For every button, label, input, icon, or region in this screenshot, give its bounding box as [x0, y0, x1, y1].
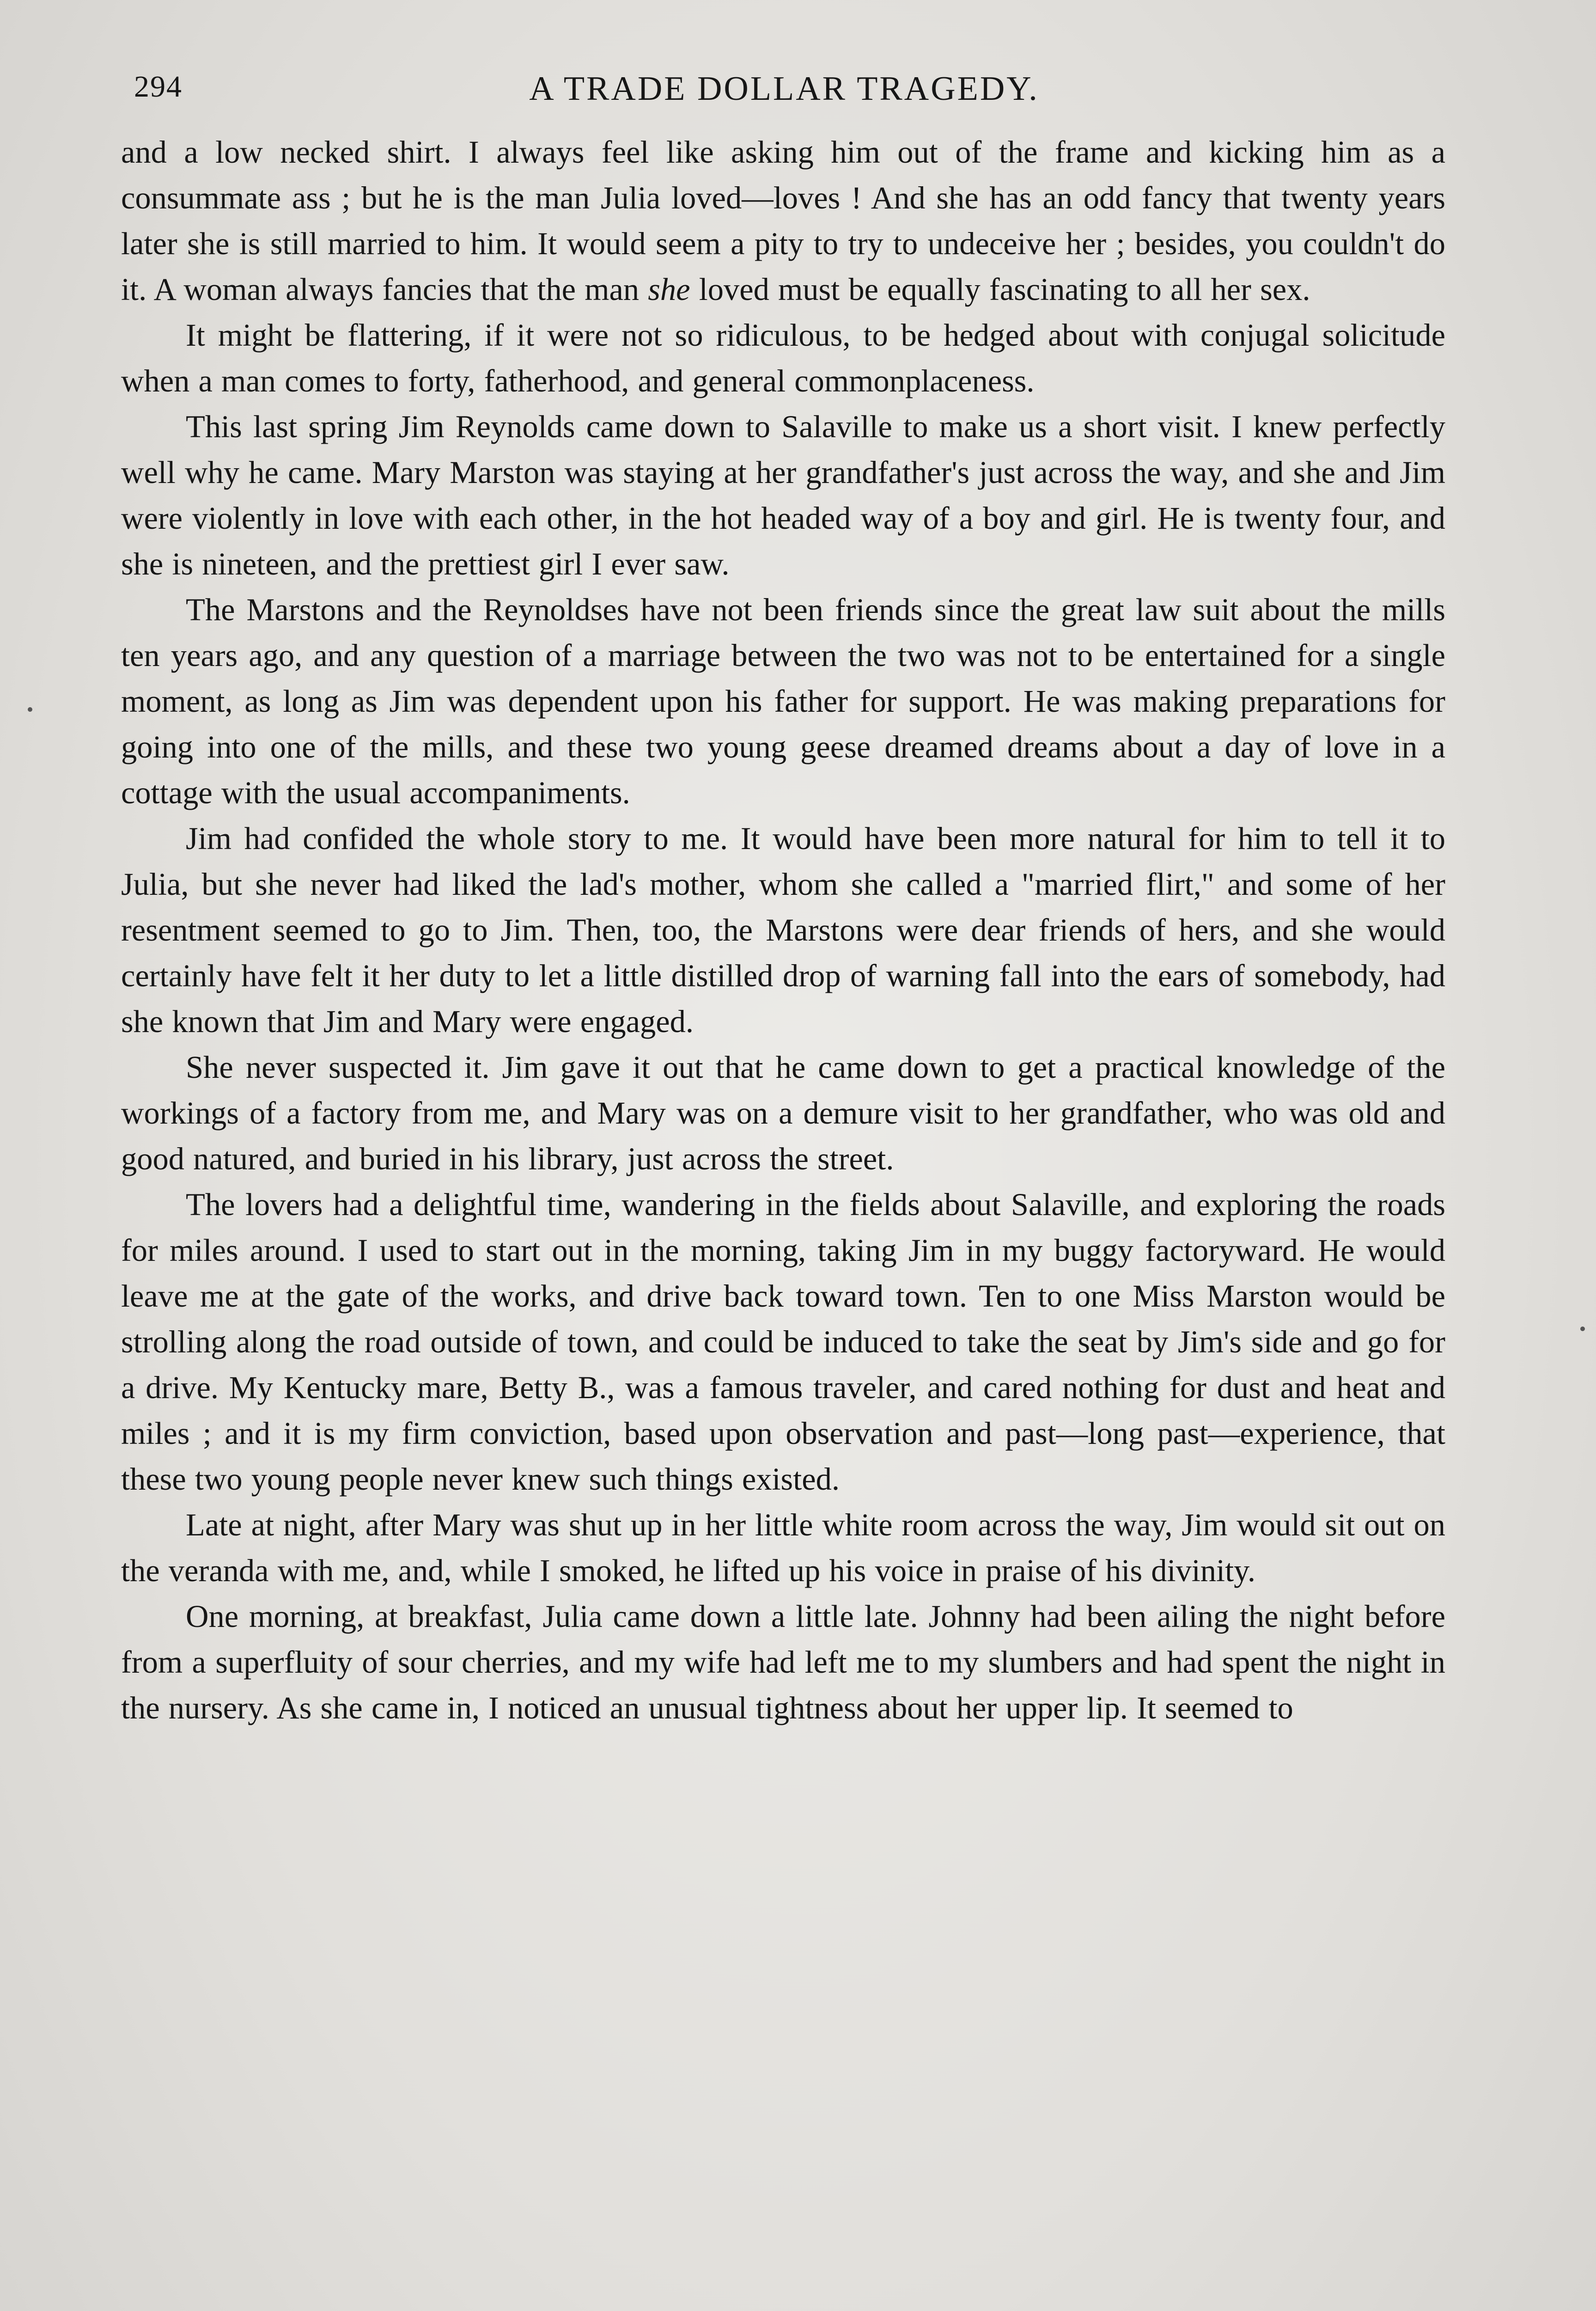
paragraph: She never suspected it. Jim gave it out that he came down to get a practical knowledge of the workings of a factory from me, and Mary was on a demure visit to her grandfather, who was old and good natured, and buried in his library, just across the street. [121, 1050, 1445, 1176]
paragraph: It might be flattering, if it were not so ridiculous, to be hedged about with conjugal solicitude when a man comes to forty, fatherhood, and general commonplaceness. [121, 318, 1445, 398]
paragraph-text: and a low necked shirt. I always feel like asking him out of the frame and kicking him as a consummate ass ; but he is the man Julia loved—loves ! And she has an odd fancy that twenty years later she is still married to him. It would seem a pity to try to undeceive her ; besides, you couldn't do it. A woman always fancies that the man [121, 135, 1445, 307]
running-title: A TRADE DOLLAR TRAGEDY. [529, 70, 1039, 108]
paragraph-text: loved must be equally fascinating to all her sex. [690, 272, 1310, 307]
paragraph [121, 129, 1445, 312]
paragraph: One morning, at breakfast, Julia came down a little late. Johnny had been ailing the night before from a superfluity of sour cherries, and my wife had left me to my slumbers and had spent the night in the nursery. As she came in, I noticed an unusual tightness about her upper lip. It seemed to [121, 1599, 1445, 1725]
paragraph: The Marstons and the Reynoldses have not been friends since the great law suit about the mills ten years ago, and any question of a marriage between the two was not to be entertained for a single moment, as long as Jim was dependent upon his father for support. He was making preparations for going into one of the mills, and these two young geese dreamed dreams about a day of love in a cottage with the usual accompaniments. [121, 592, 1445, 810]
ink-speck [28, 707, 32, 712]
paragraph: The lovers had a delightful time, wandering in the fields about Salaville, and exploring the roads for miles around. I used to start out in the morning, taking Jim in my buggy factoryward. He would leave me at the gate of the works, and drive back toward town. Ten to one Miss Marston would be strolling along the road outside of town, and could be induced to take the seat by Jim's side and go for a drive. My Kentucky mare, Betty B., was a famous traveler, and cared nothing for dust and heat and miles ; and it is my firm conviction, based upon observation and past—long past—experience, that these two young people never knew such things existed. [121, 1187, 1445, 1497]
page-number: 294 [134, 70, 183, 104]
body-text [121, 129, 1445, 1731]
paragraph: Jim had confided the whole story to me. It would have been more natural for him to tell it to Julia, but she never had liked the lad's mother, whom she called a "married flirt," and some of her resentment seemed to go to Jim. Then, too, the Marstons were dear friends of hers, and she would certainly have felt it her duty to let a little distilled drop of warning fall into the ears of somebody, had she known that Jim and Mary were engaged. [121, 821, 1445, 1039]
paragraph: Late at night, after Mary was shut up in her little white room across the way, Jim would sit out on the veranda with me, and, while I smoked, he lifted up his voice in praise of his divinity. [121, 1507, 1445, 1588]
emphasized-word: she [648, 272, 690, 307]
paragraph: This last spring Jim Reynolds came down to Salaville to make us a short visit. I knew perfectly well why he came. Mary Marston was staying at her grandfather's just across the way, and she and Jim were violently in love with each other, in the hot headed way of a boy and girl. He is twenty four, and she is nineteen, and the prettiest girl I ever saw. [121, 409, 1445, 581]
ink-speck [1580, 1327, 1585, 1331]
page-header [125, 65, 1444, 116]
